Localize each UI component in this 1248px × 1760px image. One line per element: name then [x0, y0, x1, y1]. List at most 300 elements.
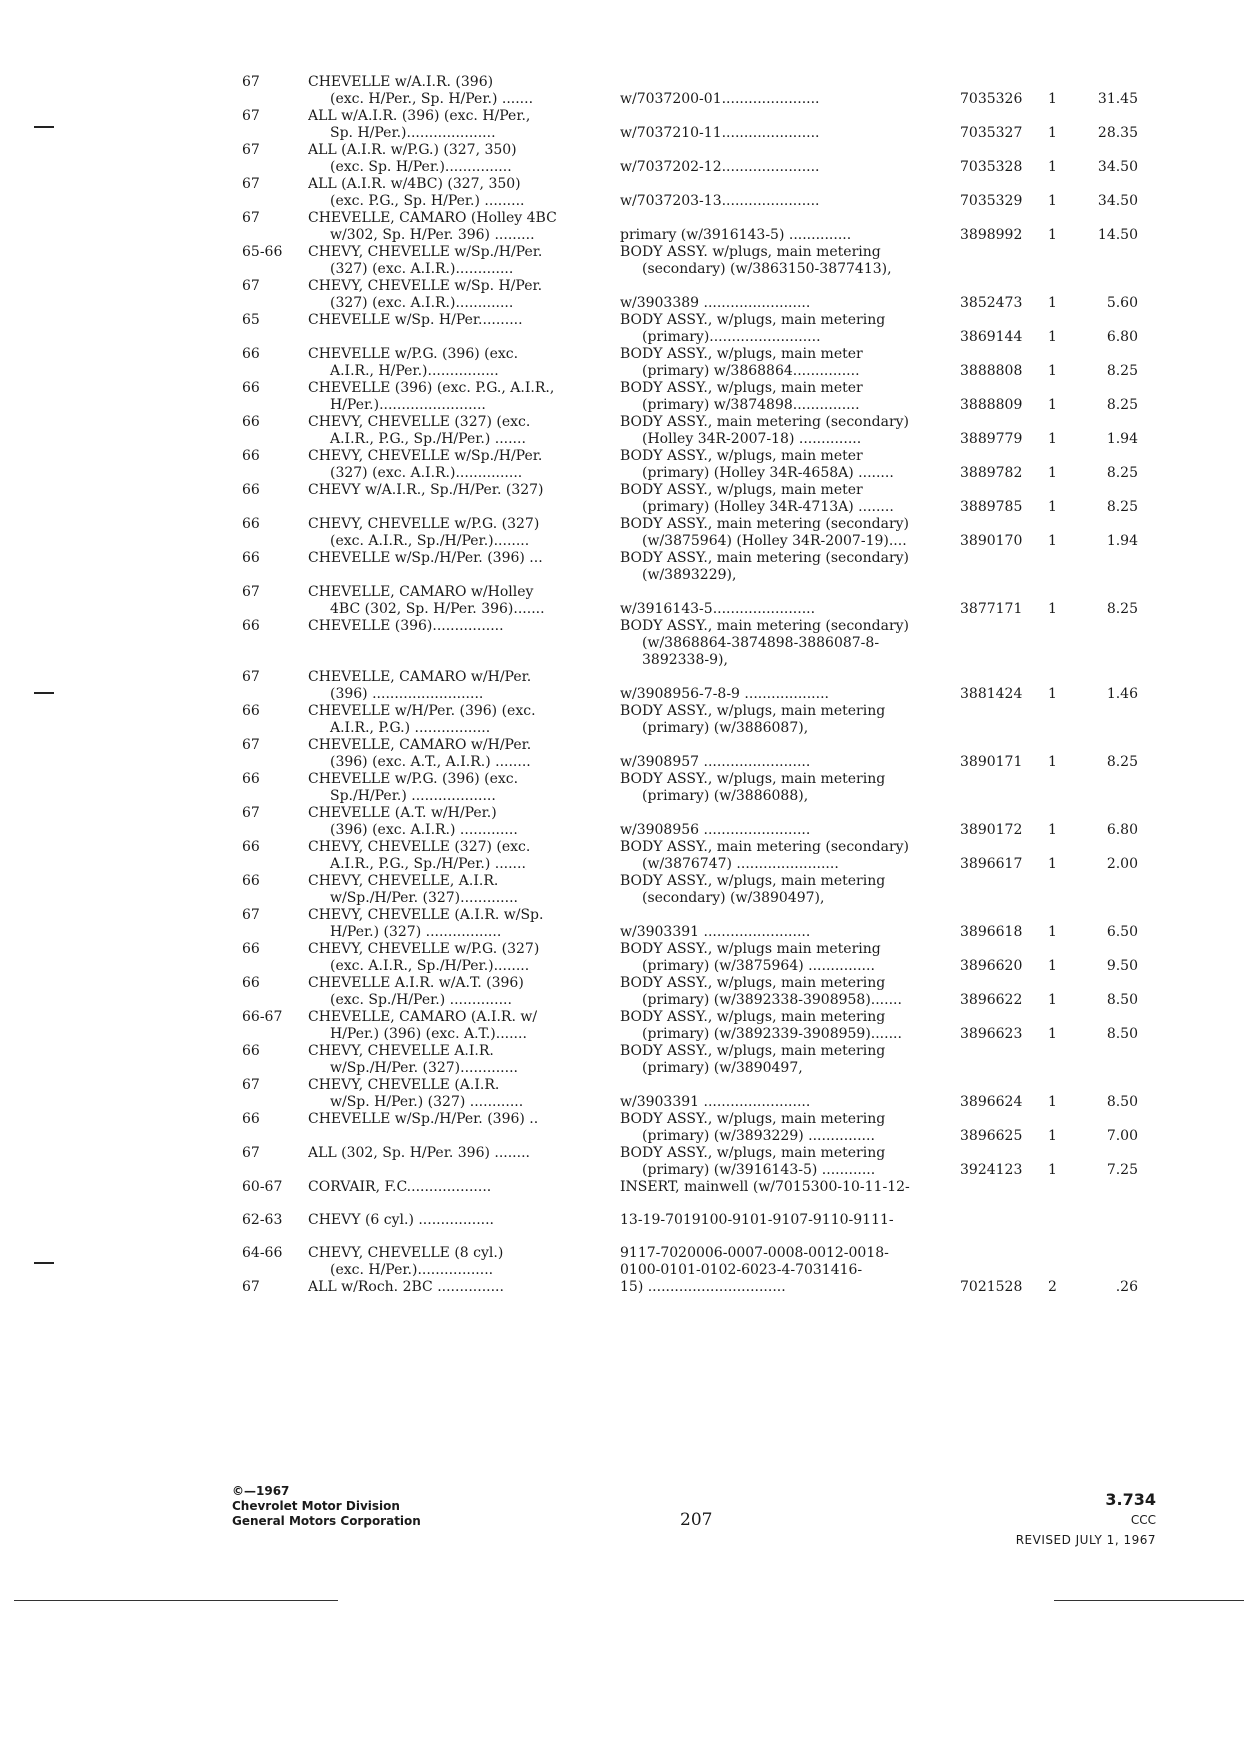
- part-number: 7035329: [960, 193, 1023, 209]
- table-row: [0, 703, 1248, 737]
- description-line: w/3916143-5.......................: [620, 601, 816, 617]
- application-line: CHEVELLE w/P.G. (396) (exc.: [308, 771, 519, 787]
- description: [620, 550, 950, 584]
- application: [308, 380, 608, 414]
- part-number: 3877171: [960, 601, 1023, 617]
- table-row: [0, 771, 1248, 805]
- application-line: CHEVELLE (396)................: [308, 618, 504, 634]
- description: [620, 703, 950, 737]
- application-line: (exc. A.I.R., Sp./H/Per.)........: [330, 533, 530, 549]
- description-line: primary (w/3916143-5) ..............: [620, 227, 852, 243]
- description: [620, 873, 950, 907]
- description-line: BODY ASSY., w/plugs, main metering: [620, 1009, 886, 1025]
- application-line: CHEVY, CHEVELLE w/P.G. (327): [308, 516, 540, 532]
- description: [620, 312, 950, 346]
- model-year: 60-67: [242, 1179, 283, 1195]
- application: [308, 1279, 608, 1296]
- copyright-block: [232, 1484, 421, 1529]
- quantity: 2: [1048, 1279, 1057, 1295]
- application-line: CHEVY, CHEVELLE, A.I.R.: [308, 873, 499, 889]
- price: 6.80: [1106, 329, 1138, 345]
- description: [620, 516, 950, 550]
- description: [620, 125, 950, 142]
- model-year: 62-63: [242, 1212, 283, 1228]
- application: [308, 1145, 608, 1162]
- application: [308, 1077, 608, 1111]
- application-line: CHEVY (6 cyl.) .................: [308, 1212, 495, 1228]
- description-line: BODY ASSY., main metering (secondary): [620, 618, 910, 634]
- quantity: 1: [1048, 193, 1057, 209]
- application: [308, 1111, 608, 1128]
- table-row: [0, 346, 1248, 380]
- application-line: (exc. A.I.R., Sp./H/Per.)........: [330, 958, 530, 974]
- part-number: 7035328: [960, 159, 1023, 175]
- description-line: (primary) (w/3892339-3908959).......: [642, 1026, 902, 1042]
- description: [620, 839, 950, 873]
- model-year: 67: [242, 907, 260, 923]
- application-line: H/Per.) (327) .................: [330, 924, 502, 940]
- description-line: (w/3875964) (Holley 34R-2007-19)....: [642, 533, 907, 549]
- price: 8.50: [1106, 1026, 1138, 1042]
- description: [620, 1094, 950, 1111]
- model-year: 65: [242, 312, 260, 328]
- description: [620, 941, 950, 975]
- price: 8.25: [1106, 754, 1138, 770]
- price: 8.25: [1106, 499, 1138, 515]
- application-line: CHEVELLE, CAMARO w/H/Per.: [308, 669, 532, 685]
- description-line: BODY ASSY., w/plugs, main metering: [620, 873, 886, 889]
- part-number: 3896624: [960, 1094, 1023, 1110]
- application-line: (exc. H/Per., Sp. H/Per.) .......: [330, 91, 534, 107]
- model-year: 67: [242, 805, 260, 821]
- description: [620, 1179, 950, 1196]
- price: 7.00: [1106, 1128, 1138, 1144]
- price: .26: [1115, 1279, 1138, 1295]
- application: [308, 1245, 608, 1279]
- quantity: 1: [1048, 686, 1057, 702]
- application: [308, 1179, 608, 1196]
- table-row: [0, 941, 1248, 975]
- description-line: w/3903391 ........................: [620, 924, 811, 940]
- price: 31.45: [1097, 91, 1138, 107]
- description-line: (primary) (w/3892338-3908958).......: [642, 992, 902, 1008]
- description-line: 3892338-9),: [642, 652, 728, 668]
- description: [620, 618, 950, 669]
- part-number: 3890172: [960, 822, 1023, 838]
- application-line: Sp./H/Per.) ...................: [330, 788, 496, 804]
- description: [620, 771, 950, 805]
- quantity: 1: [1048, 992, 1057, 1008]
- description-line: (primary) (Holley 34R-4658A) ........: [642, 465, 894, 481]
- part-number: 3852473: [960, 295, 1023, 311]
- quantity: 1: [1048, 363, 1057, 379]
- description-line: w/7037203-13......................: [620, 193, 820, 209]
- application-line: (327) (exc. A.I.R.).............: [330, 261, 514, 277]
- table-row: [0, 1279, 1248, 1296]
- application-line: CHEVELLE, CAMARO (A.I.R. w/: [308, 1009, 538, 1025]
- description-line: BODY ASSY., w/plugs, main metering: [620, 771, 886, 787]
- description-line: w/7037210-11......................: [620, 125, 820, 141]
- description-line: 15) ...............................: [620, 1279, 786, 1295]
- price: 7.25: [1106, 1162, 1138, 1178]
- application-line: A.I.R., P.G., Sp./H/Per.) .......: [330, 856, 526, 872]
- application-line: CHEVY, CHEVELLE w/P.G. (327): [308, 941, 540, 957]
- price: 8.25: [1106, 363, 1138, 379]
- description-line: (primary) (w/3875964) ...............: [642, 958, 875, 974]
- description-line: (w/3876747) .......................: [642, 856, 839, 872]
- model-year: 66: [242, 618, 260, 634]
- application: [308, 74, 608, 108]
- quantity: 1: [1048, 159, 1057, 175]
- application: [308, 312, 608, 329]
- part-number: 3896625: [960, 1128, 1023, 1144]
- table-row: [0, 737, 1248, 771]
- description-line: BODY ASSY., main metering (secondary): [620, 550, 910, 566]
- description: [620, 924, 950, 941]
- application: [308, 839, 608, 873]
- table-row: [0, 74, 1248, 108]
- description: [620, 975, 950, 1009]
- price: 6.50: [1106, 924, 1138, 940]
- description-line: BODY ASSY., main metering (secondary): [620, 516, 910, 532]
- application-line: A.I.R., P.G.) .................: [330, 720, 491, 736]
- application-line: CHEVY, CHEVELLE w/Sp. H/Per.: [308, 278, 543, 294]
- description: [620, 295, 950, 312]
- description-line: INSERT, mainwell (w/7015300-10-11-12-: [620, 1179, 910, 1195]
- description-line: (primary) (w/3893229) ...............: [642, 1128, 875, 1144]
- part-number: 7021528: [960, 1279, 1023, 1295]
- page-number: 207: [680, 1510, 713, 1530]
- price: 28.35: [1097, 125, 1138, 141]
- description-line: BODY ASSY., w/plugs, main meter: [620, 482, 863, 498]
- table-row: [0, 414, 1248, 448]
- model-year: 67: [242, 584, 260, 600]
- description-line: BODY ASSY., w/plugs, main meter: [620, 448, 863, 464]
- application-line: (327) (exc. A.I.R.).............: [330, 295, 514, 311]
- table-row: [0, 482, 1248, 516]
- application-line: (exc. H/Per.).................: [330, 1262, 494, 1278]
- price: 34.50: [1097, 159, 1138, 175]
- part-number: 3896617: [960, 856, 1023, 872]
- application-line: CHEVELLE w/Sp. H/Per..........: [308, 312, 523, 328]
- quantity: 1: [1048, 125, 1057, 141]
- model-year: 67: [242, 74, 260, 90]
- model-year: 66: [242, 448, 260, 464]
- quantity: 1: [1048, 295, 1057, 311]
- quantity: 1: [1048, 924, 1057, 940]
- price: 1.46: [1106, 686, 1138, 702]
- application-line: CHEVY, CHEVELLE (327) (exc.: [308, 414, 531, 430]
- model-year: 66: [242, 771, 260, 787]
- part-number: 3896622: [960, 992, 1023, 1008]
- description-line: w/3908956 ........................: [620, 822, 811, 838]
- description-line: (primary) (w/3916143-5) ............: [642, 1162, 876, 1178]
- application: [308, 516, 608, 550]
- part-number: 3888809: [960, 397, 1023, 413]
- model-year: 67: [242, 669, 260, 685]
- application-line: CORVAIR, F.C...................: [308, 1179, 492, 1195]
- application: [308, 346, 608, 380]
- description: [620, 1043, 950, 1077]
- quantity: 1: [1048, 1128, 1057, 1144]
- application-line: CHEVY, CHEVELLE (8 cyl.): [308, 1245, 504, 1261]
- bottom-rule: [1054, 1600, 1244, 1601]
- description-line: BODY ASSY., w/plugs, main metering: [620, 1043, 886, 1059]
- application: [308, 805, 608, 839]
- part-number: 3889785: [960, 499, 1023, 515]
- model-year: 66: [242, 380, 260, 396]
- description: [620, 414, 950, 448]
- application-line: CHEVY, CHEVELLE (A.I.R.: [308, 1077, 500, 1093]
- application-line: 4BC (302, Sp. H/Per. 396).......: [330, 601, 545, 617]
- price: 1.94: [1106, 533, 1138, 549]
- description-line: BODY ASSY., w/plugs, main meter: [620, 346, 863, 362]
- application-line: CHEVELLE w/H/Per. (396) (exc.: [308, 703, 536, 719]
- description: [620, 91, 950, 108]
- model-year: 66: [242, 975, 260, 991]
- description-line: BODY ASSY., main metering (secondary): [620, 414, 910, 430]
- model-year: 66: [242, 1111, 260, 1127]
- table-row: [0, 584, 1248, 618]
- description: [620, 601, 950, 618]
- application-line: CHEVELLE w/Sp./H/Per. (396) ...: [308, 550, 543, 566]
- part-number: 3869144: [960, 329, 1023, 345]
- application: [308, 907, 608, 941]
- description-line: w/3908956-7-8-9 ...................: [620, 686, 829, 702]
- application-line: H/Per.) (396) (exc. A.T.).......: [330, 1026, 527, 1042]
- description-line: BODY ASSY., w/plugs, main metering: [620, 1145, 886, 1161]
- application: [308, 278, 608, 312]
- description-line: w/7037202-12......................: [620, 159, 820, 175]
- part-number: 3888808: [960, 363, 1023, 379]
- application-line: A.I.R., P.G., Sp./H/Per.) .......: [330, 431, 526, 447]
- quantity: 1: [1048, 1094, 1057, 1110]
- description-line: w/3908957 ........................: [620, 754, 811, 770]
- model-year: 67: [242, 108, 260, 124]
- description-line: (secondary) (w/3863150-3877413),: [642, 261, 892, 277]
- quantity: 1: [1048, 1026, 1057, 1042]
- model-year: 67: [242, 176, 260, 192]
- description: [620, 822, 950, 839]
- description-line: (Holley 34R-2007-18) ..............: [642, 431, 862, 447]
- model-year: 66: [242, 550, 260, 566]
- copyright-year: ©—1967: [232, 1484, 290, 1498]
- application-line: (327) (exc. A.I.R.)...............: [330, 465, 523, 481]
- quantity: 1: [1048, 499, 1057, 515]
- table-row: [0, 1179, 1248, 1196]
- application-line: CHEVY, CHEVELLE (327) (exc.: [308, 839, 531, 855]
- price: 9.50: [1106, 958, 1138, 974]
- table-row: [0, 312, 1248, 346]
- description: [620, 448, 950, 482]
- part-number: 3890170: [960, 533, 1023, 549]
- description: [620, 244, 950, 278]
- part-number: 3898992: [960, 227, 1023, 243]
- application: [308, 1212, 608, 1229]
- application-line: CHEVY, CHEVELLE w/Sp./H/Per.: [308, 448, 543, 464]
- application: [308, 210, 608, 244]
- table-row: [0, 873, 1248, 907]
- application-line: CHEVELLE (396) (exc. P.G., A.I.R.,: [308, 380, 555, 396]
- quantity: 1: [1048, 1162, 1057, 1178]
- application-line: CHEVELLE w/Sp./H/Per. (396) ..: [308, 1111, 539, 1127]
- section-code: 3.734: [1105, 1490, 1156, 1509]
- application-line: CHEVELLE, CAMARO w/H/Per.: [308, 737, 532, 753]
- price: 34.50: [1097, 193, 1138, 209]
- description: [620, 346, 950, 380]
- model-year: 67: [242, 210, 260, 226]
- table-row: [0, 142, 1248, 176]
- application-line: CHEVY, CHEVELLE A.I.R.: [308, 1043, 494, 1059]
- copyright-corporation: General Motors Corporation: [232, 1514, 421, 1528]
- model-year: 67: [242, 737, 260, 753]
- description-line: BODY ASSY., main metering (secondary): [620, 839, 910, 855]
- table-row: [0, 618, 1248, 669]
- application-line: ALL w/Roch. 2BC ...............: [308, 1279, 504, 1295]
- description-line: BODY ASSY., w/plugs, main metering: [620, 312, 886, 328]
- description-line: (primary) (Holley 34R-4713A) ........: [642, 499, 894, 515]
- description: [620, 1111, 950, 1145]
- quantity: 1: [1048, 329, 1057, 345]
- table-row: [0, 176, 1248, 210]
- price: 2.00: [1106, 856, 1138, 872]
- application-line: CHEVY w/A.I.R., Sp./H/Per. (327): [308, 482, 544, 498]
- table-row: [0, 839, 1248, 873]
- copyright-division: Chevrolet Motor Division: [232, 1499, 400, 1513]
- description-line: (w/3893229),: [642, 567, 737, 583]
- table-row: [0, 516, 1248, 550]
- description-line: BODY ASSY., w/plugs main metering: [620, 941, 881, 957]
- model-year: 66: [242, 941, 260, 957]
- table-row: [0, 1111, 1248, 1145]
- table-row: [0, 244, 1248, 278]
- description-line: w/7037200-01......................: [620, 91, 820, 107]
- application-line: CHEVELLE A.I.R. w/A.T. (396): [308, 975, 524, 991]
- application: [308, 737, 608, 771]
- application: [308, 482, 608, 499]
- table-row: [0, 550, 1248, 584]
- description: [620, 227, 950, 244]
- application: [308, 176, 608, 210]
- application-line: (396) (exc. A.T., A.I.R.) ........: [330, 754, 531, 770]
- description-line: (primary) (w/3886087),: [642, 720, 809, 736]
- price: 1.94: [1106, 431, 1138, 447]
- application-line: (exc. Sp. H/Per.)...............: [330, 159, 512, 175]
- description-line: (primary) w/3874898...............: [642, 397, 860, 413]
- model-year: 67: [242, 278, 260, 294]
- price: 8.50: [1106, 992, 1138, 1008]
- application-line: CHEVELLE w/A.I.R. (396): [308, 74, 494, 90]
- description-line: 0100-0101-0102-6023-4-7031416-: [620, 1262, 863, 1278]
- part-number: 3896618: [960, 924, 1023, 940]
- description-line: BODY ASSY., w/plugs, main metering: [620, 1111, 886, 1127]
- table-row: [0, 975, 1248, 1009]
- application-line: H/Per.)........................: [330, 397, 486, 413]
- model-year: 67: [242, 1279, 260, 1295]
- price: 8.50: [1106, 1094, 1138, 1110]
- description-line: (secondary) (w/3890497),: [642, 890, 825, 906]
- application: [308, 771, 608, 805]
- application: [308, 703, 608, 737]
- description-line: (primary) (w/3890497,: [642, 1060, 803, 1076]
- application-line: CHEVELLE w/P.G. (396) (exc.: [308, 346, 519, 362]
- part-number: 3896623: [960, 1026, 1023, 1042]
- application: [308, 142, 608, 176]
- quantity: 1: [1048, 754, 1057, 770]
- description: [620, 380, 950, 414]
- description: [620, 1145, 950, 1179]
- table-row: [0, 108, 1248, 142]
- part-number: 7035327: [960, 125, 1023, 141]
- model-year: 66: [242, 516, 260, 532]
- application-line: (396) .........................: [330, 686, 484, 702]
- part-number: 3896620: [960, 958, 1023, 974]
- table-row: [0, 1077, 1248, 1111]
- application: [308, 941, 608, 975]
- table-row: [0, 448, 1248, 482]
- description: [620, 193, 950, 210]
- quantity: 1: [1048, 465, 1057, 481]
- description: [620, 754, 950, 771]
- model-year: 66: [242, 414, 260, 430]
- price: 8.25: [1106, 397, 1138, 413]
- application-line: Sp. H/Per.)....................: [330, 125, 496, 141]
- part-number: 7035326: [960, 91, 1023, 107]
- model-year: 66: [242, 703, 260, 719]
- model-year: 64-66: [242, 1245, 283, 1261]
- description-line: w/3903391 ........................: [620, 1094, 811, 1110]
- application-line: ALL (A.I.R. w/4BC) (327, 350): [308, 176, 521, 192]
- description-line: (primary) (w/3886088),: [642, 788, 809, 804]
- description-line: 9117-7020006-0007-0008-0012-0018-: [620, 1245, 889, 1261]
- price: 5.60: [1106, 295, 1138, 311]
- description-line: BODY ASSY., w/plugs, main metering: [620, 975, 886, 991]
- application-line: (exc. P.G., Sp. H/Per.) .........: [330, 193, 525, 209]
- description: [620, 1009, 950, 1043]
- description-line: (primary) w/3868864...............: [642, 363, 860, 379]
- description-line: BODY ASSY. w/plugs, main metering: [620, 244, 881, 260]
- quantity: 1: [1048, 91, 1057, 107]
- application: [308, 448, 608, 482]
- application: [308, 584, 608, 618]
- model-year: 66: [242, 839, 260, 855]
- description: [620, 1245, 950, 1279]
- application: [308, 669, 608, 703]
- model-year: 66: [242, 1043, 260, 1059]
- part-number: 3881424: [960, 686, 1023, 702]
- application-line: CHEVELLE, CAMARO (Holley 4BC: [308, 210, 557, 226]
- table-row: [0, 380, 1248, 414]
- application: [308, 550, 608, 567]
- model-year: 66: [242, 482, 260, 498]
- model-year: 67: [242, 1077, 260, 1093]
- quantity: 1: [1048, 227, 1057, 243]
- model-year: 66: [242, 346, 260, 362]
- application-line: (396) (exc. A.I.R.) .............: [330, 822, 518, 838]
- application-line: (exc. Sp./H/Per.) ..............: [330, 992, 512, 1008]
- application-line: w/Sp. H/Per.) (327) ............: [330, 1094, 524, 1110]
- description-line: w/3903389 ........................: [620, 295, 811, 311]
- application-line: CHEVELLE, CAMARO w/Holley: [308, 584, 534, 600]
- quantity: 1: [1048, 822, 1057, 838]
- application: [308, 618, 608, 635]
- price: 14.50: [1097, 227, 1138, 243]
- table-row: [0, 1009, 1248, 1043]
- quantity: 1: [1048, 601, 1057, 617]
- table-row: [0, 907, 1248, 941]
- application: [308, 1009, 608, 1043]
- application-line: CHEVY, CHEVELLE (A.I.R. w/Sp.: [308, 907, 544, 923]
